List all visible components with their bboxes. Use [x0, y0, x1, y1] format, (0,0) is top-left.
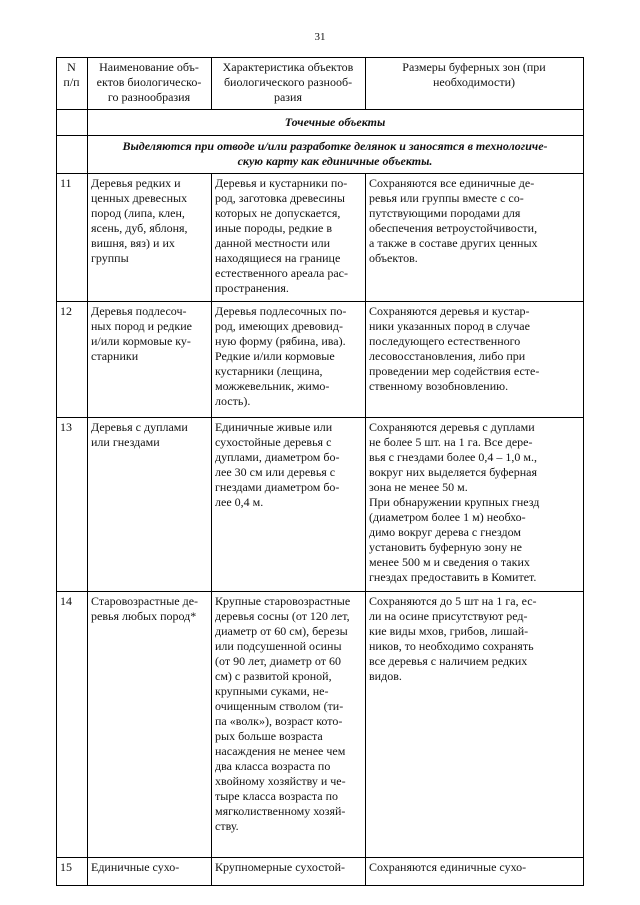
row-number: 14	[57, 592, 88, 858]
row-description: Деревья и кустарники по- род, заготовка древесины которых не допускается, иные породы, редкие в данной местности или находящиеся на границе естественного ареала рас- пространения.	[212, 174, 366, 302]
section-note-num-cell	[57, 136, 88, 174]
row-number: 15	[57, 858, 88, 886]
row-buffer: Сохраняются до 5 шт на 1 га, ес- ли на осине присутствуют ред- кие виды мхов, грибов, лишай- ников, то необходимо сохранять все деревья с наличием редких видов.	[366, 592, 584, 858]
biodiversity-table	[56, 57, 584, 886]
section-title-row	[57, 110, 584, 136]
row-number: 11	[57, 174, 88, 302]
section-title-num-cell	[57, 110, 88, 136]
header-num: N п/п	[57, 58, 88, 110]
row-number: 13	[57, 418, 88, 592]
table-header-row	[57, 58, 584, 110]
table-row	[57, 174, 584, 302]
row-description: Крупномерные сухостой-	[212, 858, 366, 886]
header-name: Наименование объ- ектов биологическо- го разнообразия	[88, 58, 212, 110]
row-description: Единичные живые или сухостойные деревья с дуплами, диаметром бо- лее 30 см или деревья с гнездами диаметром бо- лее 0,4 м.	[212, 418, 366, 592]
row-number: 12	[57, 302, 88, 418]
row-description: Крупные старовозрастные деревья сосны (от 120 лет, диаметр от 60 см), березы или подсушенной осины (от 90 лет, диаметр от 60 см) с развитой кроной, крупными суками, не- очищенным стволом (ти- па «волк»), возраст кото- рых больше возраста насаждения не менее чем два класса возраста по хвойному хозяйству и че- тыре класса возраста по мягколиственному хозяй- ству.	[212, 592, 366, 858]
section-note-row	[57, 136, 584, 174]
row-name: Деревья с дуплами или гнездами	[88, 418, 212, 592]
section-title: Точечные объекты	[88, 110, 584, 136]
row-buffer: Сохраняются деревья и кустар- ники указанных пород в случае последующего естественного лесовосстановления, либо при проведении мер содействия есте- ственному возобновлению.	[366, 302, 584, 418]
section-note: Выделяются при отводе и/или разработке делянок и заносятся в технологиче- скую карту как единичные объекты.	[88, 136, 584, 174]
row-description: Деревья подлесочных по- род, имеющих древовид- ную форму (рябина, ива). Редкие и/или кормовые кустарники (лещина, можжевельник, жимо- лость).	[212, 302, 366, 418]
row-buffer: Сохраняются единичные сухо-	[366, 858, 584, 886]
row-name: Старовозрастные де- ревья любых пород*	[88, 592, 212, 858]
table-row	[57, 418, 584, 592]
row-name: Деревья редких и ценных древесных пород (липа, клен, ясень, дуб, яблоня, вишня, вяз) и их группы	[88, 174, 212, 302]
table-row	[57, 592, 584, 858]
row-name: Деревья подлесоч- ных пород и редкие и/или кормовые ку- старники	[88, 302, 212, 418]
row-buffer: Сохраняются деревья с дуплами не более 5 шт. на 1 га. Все дере- вья с гнездами более 0,4 – 1,0 м., вокруг них выделяется буферная зона не менее 50 м. При обнаружении крупных гнезд (диаметром более 1 м) необхо- димо вокруг дерева с гнездом установить буферную зону не менее 500 м и сведения о таких гнездах предоставить в Комитет.	[366, 418, 584, 592]
header-characteristics: Характеристика объектов биологического разнооб- разия	[212, 58, 366, 110]
table-row	[57, 302, 584, 418]
row-name: Единичные сухо-	[88, 858, 212, 886]
page-number: 31	[314, 31, 326, 43]
row-buffer: Сохраняются все единичные де- ревья или группы вместе с со- путствующими породами для обеспечения ветроустойчивости, а также в составе других ценных объектов.	[366, 174, 584, 302]
table-row	[57, 858, 584, 886]
header-buffer-zones: Размеры буферных зон (при необходимости)	[366, 58, 584, 110]
